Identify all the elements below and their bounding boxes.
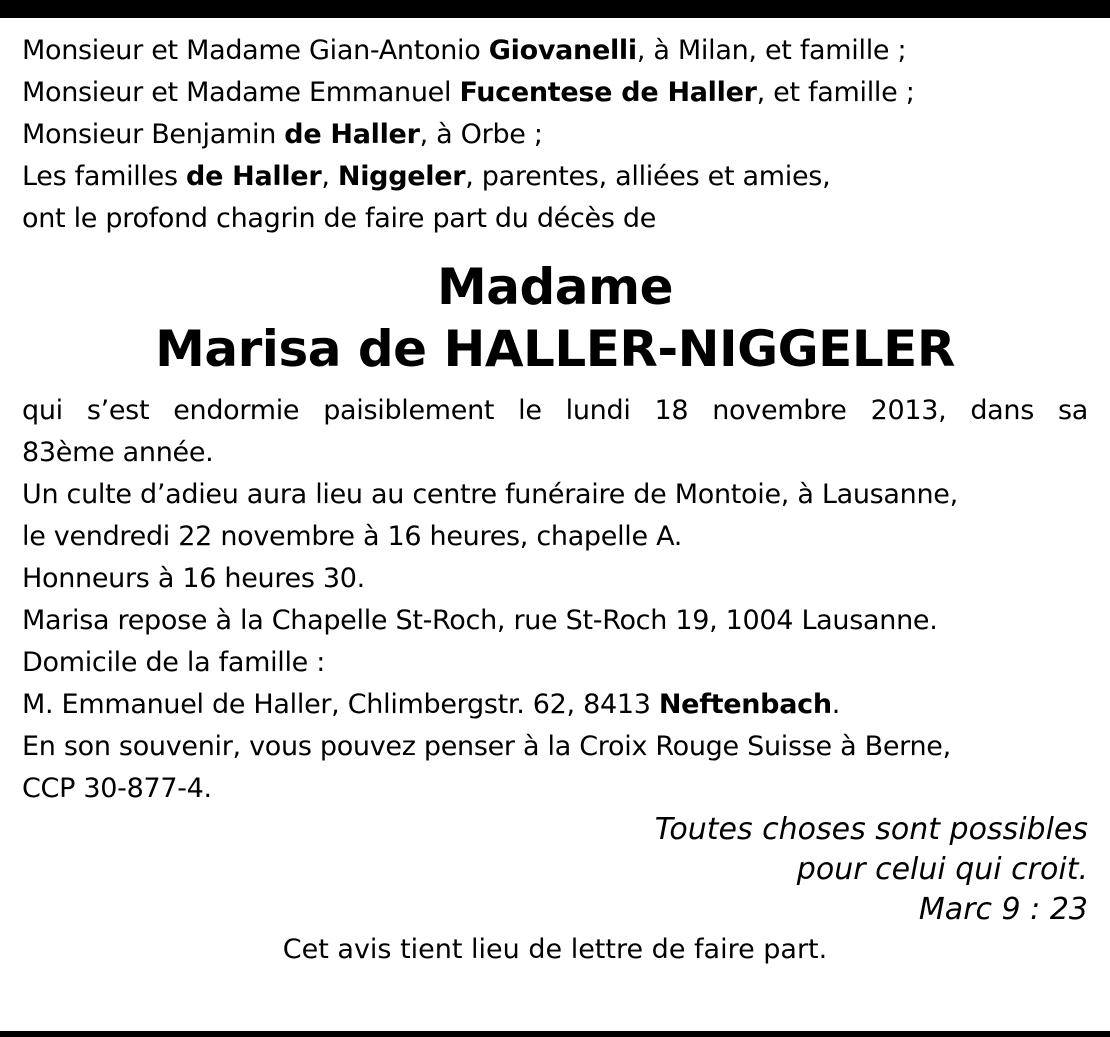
announcer-line-1 bbox=[22, 30, 1088, 72]
deceased-name: Marisa de HALLER-NIGGELER bbox=[155, 320, 955, 378]
death-line-2: 83ème année. bbox=[22, 437, 214, 468]
domicile-address bbox=[22, 684, 1088, 726]
service-line-1: Un culte d’adieu aura lieu au centre funéraire de Montoie, à Lausanne, bbox=[22, 479, 958, 510]
announcer-2-surname: Fucentese de Haller bbox=[459, 77, 757, 108]
announcer-3-text: Monsieur Benjamin bbox=[22, 119, 285, 150]
announcer-1-suffix: , à Milan, et famille ; bbox=[636, 35, 907, 66]
verse-reference: Marc 9 : 23 bbox=[918, 892, 1088, 927]
families-line bbox=[22, 156, 1088, 198]
domicile-town: Neftenbach bbox=[658, 689, 832, 720]
announcer-3-surname: de Haller bbox=[284, 119, 420, 150]
announcer-1-text: Monsieur et Madame Gian-Antonio bbox=[22, 35, 489, 66]
announcer-2-text: Monsieur et Madame Emmanuel bbox=[22, 77, 460, 108]
announcer-2-suffix: , et famille ; bbox=[756, 77, 915, 108]
families-suffix: , parentes, alliées et amies, bbox=[465, 161, 831, 192]
domicile-label: Domicile de la famille : bbox=[22, 647, 326, 678]
donation-line-2: CCP 30-877-4. bbox=[22, 773, 212, 804]
bottom-rule bbox=[0, 1031, 1110, 1037]
obituary-notice bbox=[22, 30, 1088, 970]
families-prefix: Les familles bbox=[22, 161, 187, 192]
announcer-3-suffix: , à Orbe ; bbox=[419, 119, 543, 150]
verse-line-2: pour celui qui croit. bbox=[796, 852, 1088, 887]
top-rule bbox=[0, 0, 1110, 18]
rests-line: Marisa repose à la Chapelle St-Roch, rue St-Roch 19, 1004 Lausanne. bbox=[22, 605, 938, 636]
intro-line: ont le profond chagrin de faire part du décès de bbox=[22, 203, 657, 234]
death-line-1: qui s’est endormie paisiblement le lundi 18 novembre 2013, dans sa bbox=[22, 395, 1088, 426]
announcer-line-2 bbox=[22, 72, 1088, 114]
families-separator: , bbox=[321, 161, 338, 192]
closing-note: Cet avis tient lieu de lettre de faire part. bbox=[282, 934, 828, 965]
deceased-title: Madame bbox=[436, 258, 674, 316]
family-name-2: Niggeler bbox=[337, 161, 466, 192]
verse-line-1: Toutes choses sont possibles bbox=[654, 812, 1088, 847]
service-line-2: le vendredi 22 novembre à 16 heures, chapelle A. bbox=[22, 521, 683, 552]
donation-line-1: En son souvenir, vous pouvez penser à la Croix Rouge Suisse à Berne, bbox=[22, 731, 951, 762]
domicile-address-text: M. Emmanuel de Haller, Chlimbergstr. 62, 8413 bbox=[22, 689, 659, 720]
announcer-1-surname: Giovanelli bbox=[488, 35, 637, 66]
bible-verse bbox=[22, 810, 1088, 930]
honours-line: Honneurs à 16 heures 30. bbox=[22, 563, 365, 594]
domicile-period: . bbox=[831, 689, 841, 720]
family-name-1: de Haller bbox=[186, 161, 322, 192]
announcer-line-3 bbox=[22, 114, 1088, 156]
